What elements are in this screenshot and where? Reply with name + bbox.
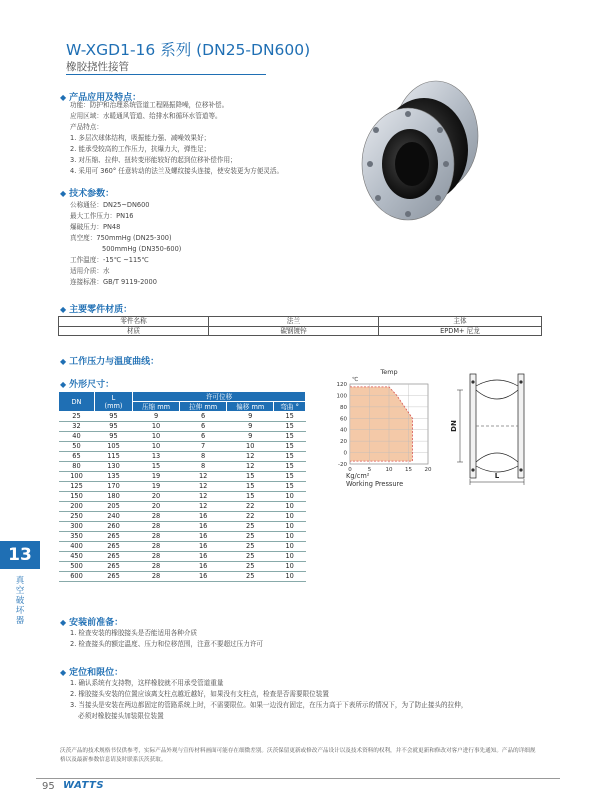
table-cell: 20 xyxy=(133,502,180,512)
chart-y-tick: 20 xyxy=(340,439,347,446)
chart-y-tick: 80 xyxy=(340,404,347,411)
table-cell: 150 xyxy=(59,492,95,502)
page-subtitle: 橡胶挠性接管 xyxy=(66,61,129,73)
table-row xyxy=(59,442,306,452)
table-cell: 15 xyxy=(274,472,306,482)
section-prep xyxy=(60,615,123,628)
col-bend: 弯曲 ° xyxy=(274,402,306,412)
table-cell: 260 xyxy=(95,522,133,532)
list-item: 1. 多层次球体结构，吸振能力强、减噪效果好； xyxy=(70,134,211,142)
table-cell: 25 xyxy=(227,562,274,572)
table-cell: 265 xyxy=(95,532,133,542)
col-compress: 压缩 mm xyxy=(133,402,180,412)
list-item: 4. 采用可 360° 任意转动的法兰及螺纹接头连接，使安装更为方便灵活。 xyxy=(70,167,284,175)
table-cell: 15 xyxy=(274,442,306,452)
list-item: 1. 检查安装的橡胶接头是否能适用各种介质 xyxy=(70,629,198,637)
table-cell: 6 xyxy=(180,422,227,432)
table-cell: 16 xyxy=(180,542,227,552)
table-cell: 265 xyxy=(95,552,133,562)
table-cell: 400 xyxy=(59,542,95,552)
table-cell: 100 xyxy=(59,472,95,482)
chart-x-tick: 15 xyxy=(405,467,412,473)
table-row xyxy=(59,472,306,482)
page-number: 95 xyxy=(42,781,55,792)
chapter-label: 真空破坏器 xyxy=(15,576,25,626)
table-cell: 170 xyxy=(95,482,133,492)
table-row xyxy=(59,572,306,582)
col-l-unit: (mm) xyxy=(104,401,123,410)
list-item: 3. 当接头是安装在两边都固定的管路系统上时，不需要限位。如果一边没有固定，在压力高于下表所示的情况下，为了防止接头的拉伸， xyxy=(70,701,468,709)
table-cell: 主体 xyxy=(379,317,542,327)
table-cell: 碳钢镀锌 xyxy=(209,326,379,336)
table-cell: 28 xyxy=(133,562,180,572)
table-cell: 12 xyxy=(180,482,227,492)
table-row xyxy=(59,462,306,472)
table-row xyxy=(59,502,306,512)
table-row xyxy=(59,562,306,572)
table-cell: 10 xyxy=(274,502,306,512)
table-cell: 95 xyxy=(95,422,133,432)
col-l xyxy=(95,392,133,412)
chart-y-tick: 40 xyxy=(340,427,347,434)
table-cell: 12 xyxy=(227,452,274,462)
list-item: 1. 确认系统有支持物，这样橡胶就不用承受管道重量 xyxy=(70,679,224,687)
table-cell: 350 xyxy=(59,532,95,542)
table-cell: 8 xyxy=(180,462,227,472)
table-cell: 125 xyxy=(59,482,95,492)
table-cell: 10 xyxy=(274,492,306,502)
table-cell: 7 xyxy=(180,442,227,452)
table-cell: 16 xyxy=(180,552,227,562)
diamond-icon: ◆ xyxy=(60,668,67,677)
table-cell: 13 xyxy=(133,452,180,462)
chart-y-tick: 0 xyxy=(343,450,347,457)
dimension-table xyxy=(58,391,306,582)
watts-logo: WATTS xyxy=(63,780,105,791)
materials-table xyxy=(58,316,542,336)
section-curve xyxy=(60,354,159,367)
table-cell: 材质 xyxy=(59,326,209,336)
chart-y-tick: 120 xyxy=(336,382,347,388)
footer-rule xyxy=(36,778,560,779)
chart-caption xyxy=(346,472,403,488)
table-cell: 105 xyxy=(95,442,133,452)
table-cell: 15 xyxy=(133,462,180,472)
table-cell: 8 xyxy=(180,452,227,462)
table-cell: 22 xyxy=(227,512,274,522)
table-cell: 115 xyxy=(95,452,133,462)
table-cell: EPDM+ 尼龙 xyxy=(379,326,542,336)
table-cell: 50 xyxy=(59,442,95,452)
table-row xyxy=(59,412,306,422)
table-cell: 500 xyxy=(59,562,95,572)
table-cell: 25 xyxy=(227,542,274,552)
list-item: 工作温度：-15℃ ~115℃ xyxy=(70,256,149,264)
table-cell: 28 xyxy=(133,542,180,552)
drawing-l-label: L xyxy=(494,472,500,480)
table-cell: 25 xyxy=(227,552,274,562)
table-cell: 180 xyxy=(95,492,133,502)
list-item: 功能：防护和治理系统管道工程隔振降噪，位移补偿。 xyxy=(70,101,229,109)
table-row xyxy=(59,317,542,327)
table-cell: 25 xyxy=(227,532,274,542)
chapter-tab: 13 xyxy=(0,541,40,569)
table-cell: 15 xyxy=(274,452,306,462)
table-cell: 15 xyxy=(274,462,306,472)
chart-x-tick: 10 xyxy=(385,467,393,473)
table-cell: 15 xyxy=(274,412,306,422)
table-cell: 28 xyxy=(133,532,180,542)
list-item: 3. 对压缩、拉伸、扭转变形能较好的起到位移补偿作用； xyxy=(70,156,237,164)
table-cell: 15 xyxy=(274,422,306,432)
list-item: 应用区域：水暖通风管道、给排水和循环水管道等。 xyxy=(70,112,222,120)
col-stretch: 拉伸 mm xyxy=(180,402,227,412)
table-row xyxy=(59,522,306,532)
chart-xlabel2: Working Pressure xyxy=(346,480,404,488)
table-row xyxy=(59,542,306,552)
dimension-table-body xyxy=(59,412,306,582)
table-row xyxy=(59,482,306,492)
table-cell: 95 xyxy=(95,432,133,442)
table-cell: 15 xyxy=(227,472,274,482)
col-l-label: L xyxy=(111,393,116,402)
drawing-dn-label: DN xyxy=(450,420,458,432)
table-cell: 15 xyxy=(274,482,306,492)
table-cell: 10 xyxy=(274,522,306,532)
chart-y-tick: 60 xyxy=(340,416,347,423)
chart-title: Temp xyxy=(380,368,398,376)
table-cell: 80 xyxy=(59,462,95,472)
list-item: 2. 橡胶接头安装的位置应该离支柱点越近越好，如果没有支柱点，检查是否需要限位装置 xyxy=(70,690,329,698)
table-row xyxy=(59,422,306,432)
table-cell: 20 xyxy=(133,492,180,502)
col-offset: 偏移 mm xyxy=(227,402,274,412)
chart-y-tick: 100 xyxy=(336,393,347,400)
list-item: 真空度：750mmHg (DN25-300) xyxy=(70,234,172,242)
section-limit xyxy=(60,665,123,678)
table-cell: 265 xyxy=(95,562,133,572)
section-prep-label: 安装前准备： xyxy=(69,618,124,628)
table-cell: 28 xyxy=(133,522,180,532)
table-cell: 9 xyxy=(133,412,180,422)
table-cell: 16 xyxy=(180,522,227,532)
section-tech-label: 技术参数： xyxy=(69,189,115,199)
table-cell: 10 xyxy=(227,442,274,452)
table-cell: 9 xyxy=(227,432,274,442)
table-cell: 40 xyxy=(59,432,95,442)
table-cell: 法兰 xyxy=(209,317,379,327)
diamond-icon: ◆ xyxy=(60,189,67,198)
table-cell: 240 xyxy=(95,512,133,522)
diamond-icon: ◆ xyxy=(60,380,67,389)
table-cell: 32 xyxy=(59,422,95,432)
list-item: 最大工作压力：PN16 xyxy=(70,212,134,220)
chart-y-tick: -20 xyxy=(338,462,347,468)
table-cell: 12 xyxy=(180,492,227,502)
table-cell: 9 xyxy=(227,422,274,432)
diamond-icon: ◆ xyxy=(60,93,67,102)
col-group: 许可位移 xyxy=(133,392,306,402)
section-features-label: 产品应用及特点： xyxy=(69,93,142,103)
table-row xyxy=(59,492,306,502)
table-row xyxy=(59,512,306,522)
chart-y-unit: ℃ xyxy=(352,377,359,383)
table-cell: 25 xyxy=(227,572,274,582)
table-cell: 22 xyxy=(227,502,274,512)
section-tech xyxy=(60,186,114,199)
section-curve-label: 工作压力与温度曲线： xyxy=(69,357,160,367)
table-cell: 200 xyxy=(59,502,95,512)
tech-list xyxy=(70,200,181,288)
chart-x-tick: 0 xyxy=(348,467,352,473)
table-cell: 16 xyxy=(180,572,227,582)
table-row xyxy=(59,326,542,336)
table-cell: 265 xyxy=(95,542,133,552)
section-dims-label: 外形尺寸： xyxy=(69,380,115,390)
table-cell: 10 xyxy=(133,442,180,452)
dimension-drawing xyxy=(448,368,546,488)
table-cell: 16 xyxy=(180,532,227,542)
table-cell: 19 xyxy=(133,482,180,492)
list-item: 适用介质：水 xyxy=(70,267,110,275)
table-header-row xyxy=(59,392,306,402)
table-cell: 10 xyxy=(274,552,306,562)
table-cell: 15 xyxy=(227,482,274,492)
page-title: W-XGD1-16 系列 (DN25-DN600) xyxy=(66,41,311,59)
section-limit-label: 定位和限位： xyxy=(69,668,124,678)
list-item: 500mmHg (DN350-600) xyxy=(102,245,182,253)
table-cell: 450 xyxy=(59,552,95,562)
list-item: 2. 能承受较高的工作压力，抗爆力大，弹性足； xyxy=(70,145,211,153)
chart-xlabel: Kg/cm² xyxy=(346,472,370,480)
table-cell: 零件名称 xyxy=(59,317,209,327)
table-cell: 12 xyxy=(180,502,227,512)
table-cell: 16 xyxy=(180,512,227,522)
table-cell: 95 xyxy=(95,412,133,422)
table-cell: 300 xyxy=(59,522,95,532)
section-dims xyxy=(60,377,114,390)
product-photo xyxy=(358,72,480,224)
table-cell: 9 xyxy=(227,412,274,422)
table-cell: 130 xyxy=(95,462,133,472)
table-row xyxy=(59,552,306,562)
list-item: 产品特点： xyxy=(70,123,103,131)
table-cell: 15 xyxy=(274,432,306,442)
list-item: 必须对橡胶接头加装限位装置 xyxy=(78,712,164,720)
table-row xyxy=(59,452,306,462)
table-cell: 15 xyxy=(227,492,274,502)
diamond-icon: ◆ xyxy=(60,357,67,366)
table-row xyxy=(59,532,306,542)
table-cell: 205 xyxy=(95,502,133,512)
chart-x-tick: 5 xyxy=(367,467,372,473)
table-cell: 10 xyxy=(274,542,306,552)
table-cell: 10 xyxy=(274,532,306,542)
title-rule xyxy=(66,74,266,75)
table-cell: 12 xyxy=(180,472,227,482)
table-cell: 135 xyxy=(95,472,133,482)
table-cell: 28 xyxy=(133,572,180,582)
table-cell: 10 xyxy=(274,512,306,522)
diamond-icon: ◆ xyxy=(60,305,67,314)
table-row xyxy=(59,432,306,442)
chart-x-tick: 20 xyxy=(424,467,432,473)
list-item: 连接标准：GB/T 9119-2000 xyxy=(70,278,157,286)
table-cell: 28 xyxy=(133,512,180,522)
table-cell: 19 xyxy=(133,472,180,482)
table-cell: 10 xyxy=(133,432,180,442)
table-cell: 10 xyxy=(274,562,306,572)
col-dn: DN xyxy=(59,392,95,412)
table-cell: 25 xyxy=(59,412,95,422)
list-item: 公称通径：DN25~DN600 xyxy=(70,201,150,209)
table-cell: 250 xyxy=(59,512,95,522)
table-cell: 25 xyxy=(227,522,274,532)
diamond-icon: ◆ xyxy=(60,618,67,627)
section-materials-label: 主要零件材质： xyxy=(69,305,133,315)
list-item: 爆破压力：PN48 xyxy=(70,223,121,231)
prep-list xyxy=(70,628,263,650)
table-cell: 265 xyxy=(95,572,133,582)
limit-list xyxy=(70,678,467,722)
table-cell: 16 xyxy=(180,562,227,572)
table-cell: 6 xyxy=(180,432,227,442)
table-cell: 10 xyxy=(133,422,180,432)
list-item: 2. 检查接头的额定温度、压力和位移范围，注意不要超过压力许可 xyxy=(70,640,264,648)
table-cell: 6 xyxy=(180,412,227,422)
section-materials xyxy=(60,302,132,315)
disclaimer: 沃茨产品的技术规格书仅供参考，实际产品外观与宣传材料画面可能存在细微差别。沃茨保留更新或修改产品设计以及技术资料的权利，并不会就更新和修改对客户进行事先通知。产品的详细规格以及最新参数信息请及时联系沃茨获取。 xyxy=(60,748,536,763)
table-cell: 12 xyxy=(227,462,274,472)
table-cell: 600 xyxy=(59,572,95,582)
table-cell: 65 xyxy=(59,452,95,462)
features-list xyxy=(70,100,283,177)
table-cell: 28 xyxy=(133,552,180,562)
table-cell: 10 xyxy=(274,572,306,582)
